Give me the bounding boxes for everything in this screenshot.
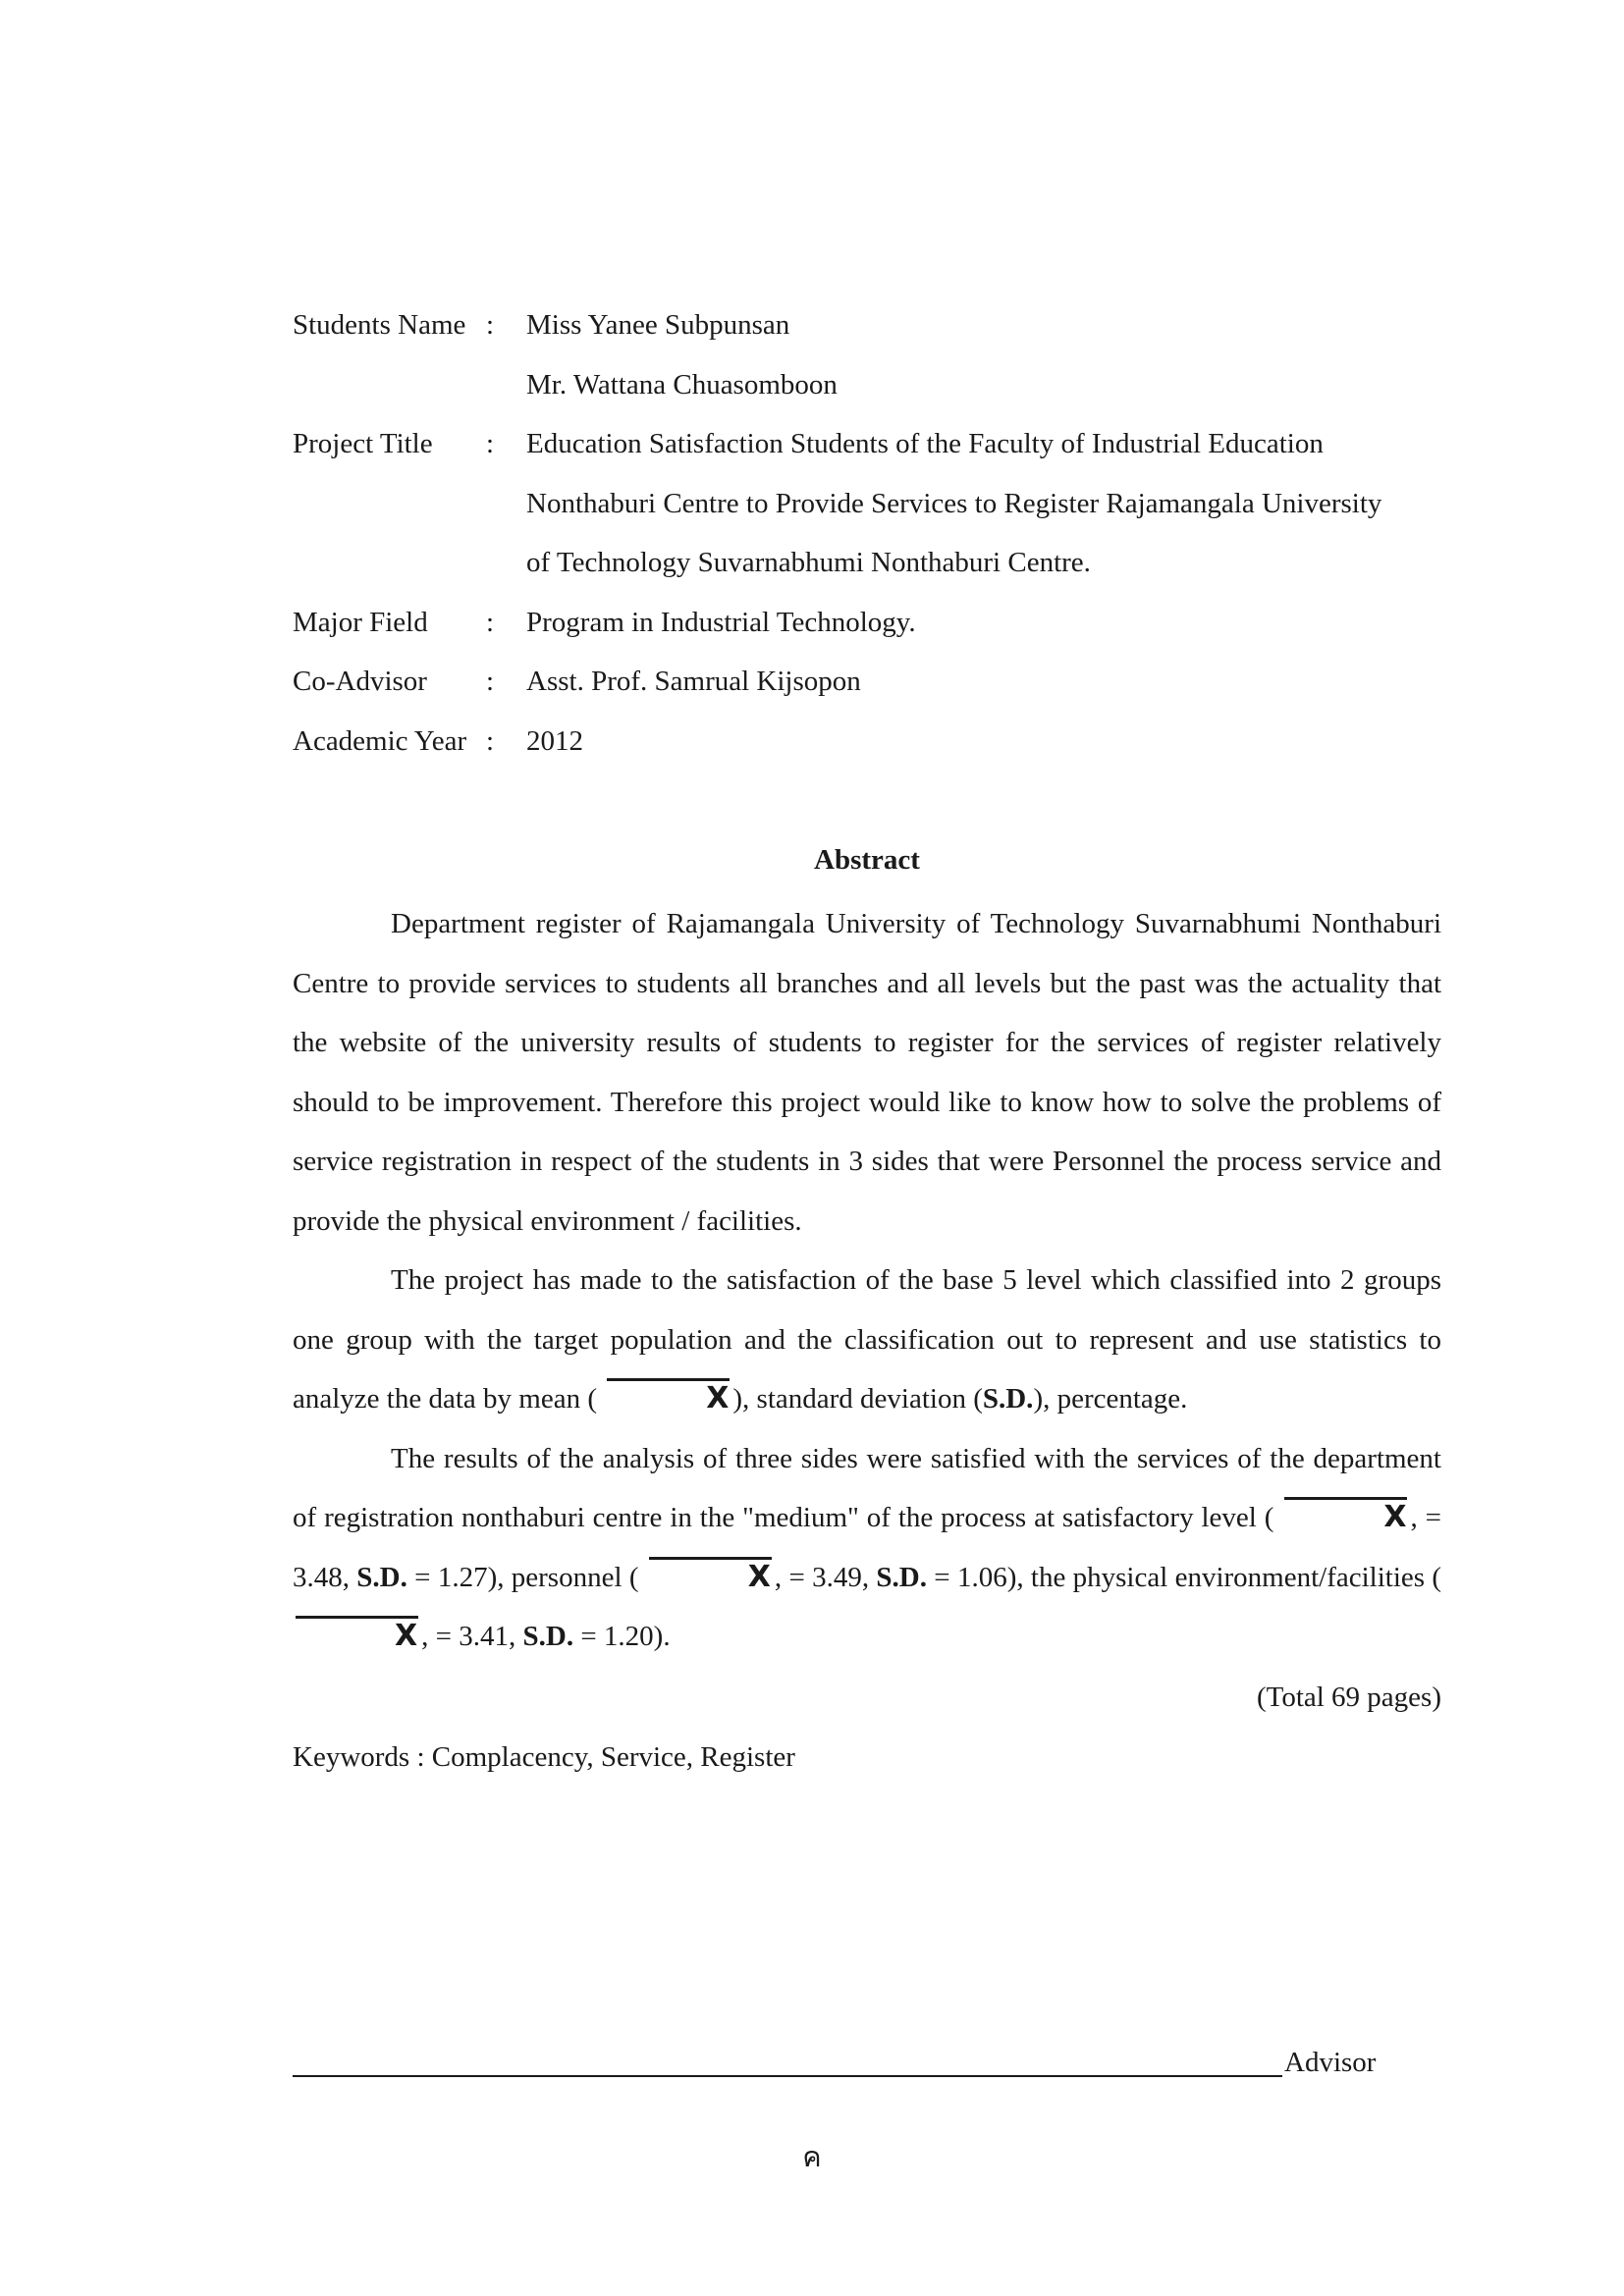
colon: :: [486, 428, 495, 459]
total-pages: (Total 69 pages): [1256, 1682, 1441, 1713]
abstract-paragraph-1: Department register of Rajamangala University of Technology Suvarnabhumi Nonthaburi Centre to provide services to students all branches and all levels but the past was the actuality that the website of the university results of students to register for the services of register relatively should to be improvement. Therefore this project would like to know how to solve the problems of service registration in respect of the students in 3 sides that were Personnel the process service and provide the physical environment / facilities.: [293, 908, 1441, 1237]
sd-symbol: S.D.: [982, 1383, 1034, 1415]
abstract-paragraph-3: [293, 1429, 1441, 1667]
mean-symbol: X: [646, 1563, 775, 1592]
student-name-1: Miss Yanee Subpunsan: [526, 309, 790, 341]
info-row-project: [293, 418, 1441, 478]
mean-symbol: X: [604, 1384, 732, 1414]
advisor-label: Co-Advisor: [293, 666, 427, 697]
major-value: Program in Industrial Technology.: [526, 606, 916, 638]
p3-text-b: , = 3.48,: [293, 1502, 1441, 1593]
project-title-line-2: Nonthaburi Centre to Provide Services to Register Rajamangala University: [526, 487, 1382, 519]
p2-text-b: ), standard deviation (: [732, 1383, 983, 1415]
mean-symbol: X: [1281, 1503, 1410, 1532]
project-title-line-3: of Technology Suvarnabhumi Nonthaburi Centre.: [526, 547, 1091, 578]
advisor-signature-line: [293, 2075, 1282, 2077]
mean-symbol: X: [293, 1622, 421, 1651]
project-label: Project Title: [293, 428, 433, 459]
info-row-project-3: [293, 537, 1441, 597]
info-row-students: [293, 299, 1441, 359]
project-title-line-1: Education Satisfaction Students of the Faculty of Industrial Education: [526, 428, 1324, 459]
abstract-heading: Abstract: [814, 844, 920, 876]
colon: :: [486, 666, 495, 697]
p3-text-a: The results of the analysis of three sides were satisfied with the services of the department of registration nonthaburi centre in the "medium" of the process at satisfactory level (: [293, 1442, 1441, 1533]
p3-text-g: = 1.20).: [573, 1621, 671, 1652]
sd-symbol: S.D.: [876, 1561, 927, 1593]
p3-text-f: , = 3.41,: [421, 1621, 516, 1652]
advisor-signature-label: Advisor: [1284, 2047, 1377, 2078]
student-name-2: Mr. Wattana Chuasomboon: [526, 368, 838, 400]
p3-text-d: , = 3.49,: [774, 1561, 870, 1593]
p2-text-c: ), percentage.: [1033, 1383, 1188, 1415]
p2-text-a: The project has made to the satisfaction of the base 5 level which classified into 2 groups one group with the target population and the classification out to represent and use statistics to analyze the data by mean (: [293, 1264, 1441, 1415]
sd-symbol: S.D.: [522, 1621, 574, 1652]
major-label: Major Field: [293, 606, 428, 638]
info-row-advisor: [293, 656, 1441, 716]
sd-symbol: S.D.: [356, 1561, 407, 1593]
info-row-year: [293, 716, 1441, 775]
page-number: ค: [802, 2142, 822, 2173]
year-value: 2012: [526, 724, 583, 757]
colon: :: [486, 724, 495, 757]
thesis-info-block: [293, 299, 1441, 774]
info-row-major: [293, 597, 1441, 657]
p3-text-c: = 1.27), personnel (: [406, 1561, 639, 1593]
advisor-value: Asst. Prof. Samrual Kijsopon: [526, 666, 861, 697]
students-label: Students Name: [293, 309, 466, 341]
info-row-project-2: [293, 478, 1441, 538]
keywords: Keywords : Complacency, Service, Register: [293, 1741, 795, 1773]
abstract-paragraph-2: [293, 1251, 1441, 1429]
info-row-students-2: [293, 359, 1441, 419]
p3-text-e: = 1.06), the physical environment/facilities (: [927, 1561, 1441, 1593]
colon: :: [486, 309, 495, 341]
colon: :: [486, 606, 495, 638]
abstract-body: [293, 894, 1441, 1667]
year-label: Academic Year: [293, 724, 467, 757]
